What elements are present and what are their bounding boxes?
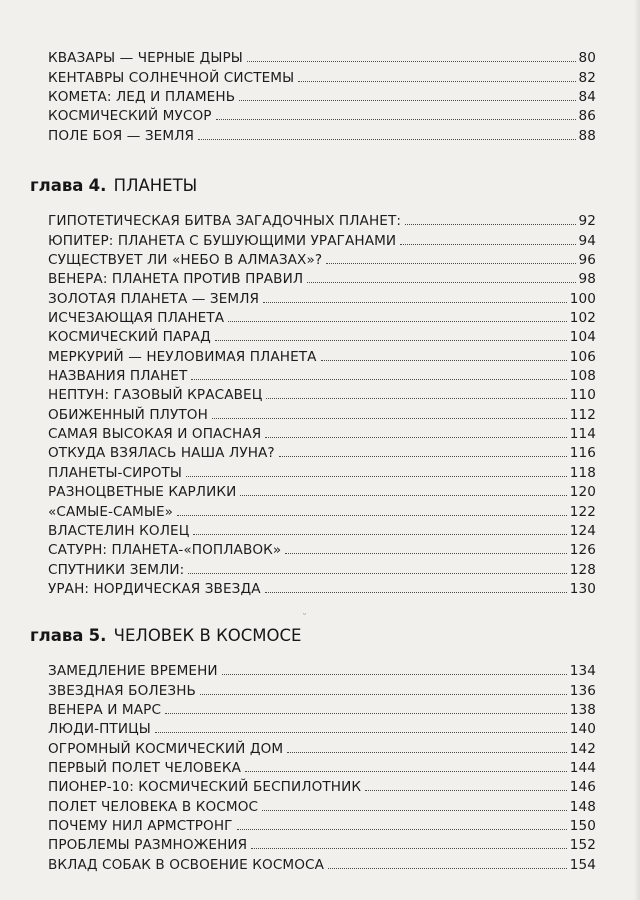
toc-entry	[48, 661, 596, 680]
toc-leader-dots	[198, 139, 575, 140]
toc-leader-dots	[265, 592, 567, 593]
toc-leader-dots	[400, 244, 575, 245]
toc-entry-page-number: 110	[569, 387, 596, 404]
toc-entry-page-number: 116	[569, 445, 596, 462]
toc-entry-page-number: 86	[578, 108, 596, 125]
toc-entry	[48, 385, 596, 404]
toc-entry-page-number: 114	[569, 426, 596, 443]
toc-leader-dots	[365, 790, 567, 791]
chapter-number: 5.	[88, 626, 107, 645]
toc-entry	[48, 250, 596, 269]
toc-entry-title: ПОЧЕМУ НИЛ АРМСТРОНГ	[48, 818, 233, 835]
toc-group-planets	[48, 211, 596, 598]
toc-leader-dots	[155, 732, 567, 733]
scan-speck: ᵕ	[303, 610, 307, 619]
toc-entry-page-number: 88	[578, 127, 596, 144]
toc-entry-page-number: 84	[578, 89, 596, 106]
toc-entry-title: НАЗВАНИЯ ПЛАНЕТ	[48, 368, 188, 385]
toc-entry	[48, 125, 596, 144]
toc-entry-title: КЕНТАВРЫ СОЛНЕЧНОЙ СИСТЕМЫ	[48, 69, 295, 86]
toc-leader-dots	[326, 263, 575, 264]
toc-entry-title: ПИОНЕР-10: КОСМИЧЕСКИЙ БЕСПИЛОТНИК	[48, 779, 362, 796]
toc-entry	[48, 758, 596, 777]
toc-entry-page-number: 128	[569, 561, 596, 578]
toc-entry	[48, 835, 596, 854]
toc-entry	[48, 87, 596, 106]
toc-leader-dots	[239, 100, 575, 101]
toc-entry	[48, 854, 596, 873]
toc-entry-page-number: 136	[569, 682, 596, 699]
toc-entry-page-number: 92	[578, 213, 596, 230]
toc-entry-page-number: 80	[578, 50, 596, 67]
toc-leader-dots	[321, 360, 567, 361]
toc-entry-page-number: 144	[569, 760, 596, 777]
toc-leader-dots	[405, 224, 575, 225]
toc-leader-dots	[228, 321, 567, 322]
toc-entry-page-number: 100	[569, 290, 596, 307]
toc-leader-dots	[186, 476, 567, 477]
toc-entry-title: ПОЛЕТ ЧЕЛОВЕКА В КОСМОС	[48, 798, 259, 815]
toc-entry-title: ВЕНЕРА И МАРС	[48, 702, 162, 719]
toc-entry	[48, 540, 596, 559]
toc-entry-page-number: 106	[569, 348, 596, 365]
toc-entry	[48, 211, 596, 230]
toc-entry	[48, 346, 596, 365]
toc-entry-page-number: 82	[578, 69, 596, 86]
toc-entry-title: УРАН: НОРДИЧЕСКАЯ ЗВЕЗДА	[48, 580, 261, 597]
toc-entry-page-number: 112	[569, 406, 596, 423]
toc-leader-dots	[279, 456, 567, 457]
toc-entry	[48, 700, 596, 719]
toc-entry-page-number: 94	[578, 232, 596, 249]
toc-entry	[48, 462, 596, 481]
toc-entry-title: ПРОБЛЕМЫ РАЗМНОЖЕНИЯ	[48, 837, 248, 854]
toc-entry	[48, 288, 596, 307]
toc-entry	[48, 269, 596, 288]
toc-entry	[48, 559, 596, 578]
chapter-word: глава	[30, 176, 84, 195]
toc-entry-title: МЕРКУРИЙ — НЕУЛОВИМАЯ ПЛАНЕТА	[48, 348, 317, 365]
toc-entry	[48, 424, 596, 443]
toc-entry-page-number: 138	[569, 702, 596, 719]
toc-entry-page-number: 118	[569, 464, 596, 481]
toc-entry	[48, 680, 596, 699]
toc-entry-title: ЗАМЕДЛЕНИЕ ВРЕМЕНИ	[48, 663, 218, 680]
chapter-word: глава	[30, 626, 84, 645]
toc-entry-page-number: 98	[578, 271, 596, 288]
toc-entry-title: ЮПИТЕР: ПЛАНЕТА С БУШУЮЩИМИ УРАГАНАМИ	[48, 232, 397, 249]
toc-entry-page-number: 96	[578, 252, 596, 269]
toc-entry-title: ЛЮДИ-ПТИЦЫ	[48, 721, 151, 738]
toc-entry-title: КВАЗАРЫ — ЧЕРНЫЕ ДЫРЫ	[48, 50, 243, 67]
toc-entry-title: САТУРН: ПЛАНЕТА-«ПОПЛАВОК»	[48, 542, 282, 559]
toc-entry-page-number: 102	[569, 310, 596, 327]
chapter-title: ПЛАНЕТЫ	[113, 176, 198, 195]
toc-entry	[48, 366, 596, 385]
toc-leader-dots	[193, 534, 566, 535]
toc-entry	[48, 501, 596, 520]
toc-entry	[48, 719, 596, 738]
toc-entry-title: СПУТНИКИ ЗЕМЛИ:	[48, 561, 185, 578]
toc-group-human-in-space	[48, 661, 596, 874]
toc-leader-dots	[265, 437, 566, 438]
toc-entry-page-number: 154	[569, 856, 596, 873]
toc-entry-title: ВЛАСТЕЛИН КОЛЕЦ	[48, 522, 190, 539]
toc-entry-page-number: 150	[569, 818, 596, 835]
toc-leader-dots	[328, 868, 567, 869]
toc-entry	[48, 796, 596, 815]
toc-leader-dots	[307, 282, 575, 283]
toc-entry	[48, 327, 596, 346]
toc-entry-title: САМАЯ ВЫСОКАЯ И ОПАСНАЯ	[48, 426, 262, 443]
toc-leader-dots	[247, 61, 576, 62]
toc-entry-title: ВКЛАД СОБАК В ОСВОЕНИЕ КОСМОСА	[48, 856, 325, 873]
chapter-4-heading	[30, 176, 197, 196]
toc-leader-dots	[287, 752, 567, 753]
toc-entry-title: КОМЕТА: ЛЕД И ПЛАМЕНЬ	[48, 89, 236, 106]
toc-entry	[48, 738, 596, 757]
toc-entry-page-number: 134	[569, 663, 596, 680]
toc-leader-dots	[222, 674, 567, 675]
toc-entry-page-number: 120	[569, 484, 596, 501]
toc-entry-title: ИСЧЕЗАЮЩАЯ ПЛАНЕТА	[48, 310, 225, 327]
toc-leader-dots	[165, 713, 567, 714]
toc-entry	[48, 521, 596, 540]
toc-entry-page-number: 124	[569, 522, 596, 539]
toc-entry	[48, 482, 596, 501]
toc-entry	[48, 443, 596, 462]
toc-entry-page-number: 126	[569, 542, 596, 559]
toc-leader-dots	[177, 515, 567, 516]
chapter-title: ЧЕЛОВЕК В КОСМОСЕ	[113, 626, 302, 645]
toc-entry	[48, 106, 596, 125]
toc-entry-title: НЕПТУН: ГАЗОВЫЙ КРАСАВЕЦ	[48, 387, 263, 404]
page-edge-shadow	[634, 0, 640, 900]
toc-entry-page-number: 122	[569, 503, 596, 520]
toc-leader-dots	[212, 418, 567, 419]
toc-entry-page-number: 140	[569, 721, 596, 738]
toc-entry-title: СУЩЕСТВУЕТ ЛИ «НЕБО В АЛМАЗАХ»?	[48, 252, 323, 269]
toc-leader-dots	[188, 573, 566, 574]
toc-leader-dots	[245, 771, 567, 772]
toc-entry-page-number: 108	[569, 368, 596, 385]
toc-entry	[48, 308, 596, 327]
toc-entry	[48, 230, 596, 249]
toc-entry-title: ПЛАНЕТЫ-СИРОТЫ	[48, 464, 183, 481]
toc-leader-dots	[200, 694, 567, 695]
toc-leader-dots	[266, 398, 566, 399]
toc-leader-dots	[263, 302, 567, 303]
toc-entry-title: КОСМИЧЕСКИЙ ПАРАД	[48, 329, 211, 346]
toc-entry-title: ОТКУДА ВЗЯЛАСЬ НАША ЛУНА?	[48, 445, 275, 462]
toc-entry-title: ВЕНЕРА: ПЛАНЕТА ПРОТИВ ПРАВИЛ	[48, 271, 304, 288]
toc-leader-dots	[191, 379, 566, 380]
toc-group-continued	[48, 48, 596, 145]
toc-leader-dots	[237, 829, 567, 830]
chapter-number: 4.	[88, 176, 107, 195]
toc-leader-dots	[298, 81, 575, 82]
toc-entry	[48, 816, 596, 835]
toc-entry	[48, 777, 596, 796]
toc-entry-title: ПЕРВЫЙ ПОЛЕТ ЧЕЛОВЕКА	[48, 760, 241, 777]
toc-entry-title: ОБИЖЕННЫЙ ПЛУТОН	[48, 406, 208, 423]
toc-leader-dots	[216, 119, 576, 120]
toc-entry	[48, 67, 596, 86]
toc-entry-title: «САМЫЕ-САМЫЕ»	[48, 503, 174, 520]
toc-entry-page-number: 104	[569, 329, 596, 346]
toc-entry-page-number: 152	[569, 837, 596, 854]
toc-entry-page-number: 148	[569, 798, 596, 815]
toc-leader-dots	[285, 553, 566, 554]
toc-leader-dots	[262, 810, 567, 811]
toc-entry-title: КОСМИЧЕСКИЙ МУСОР	[48, 108, 212, 125]
toc-entry-title: ГИПОТЕТИЧЕСКАЯ БИТВА ЗАГАДОЧНЫХ ПЛАНЕТ:	[48, 213, 402, 230]
toc-entry-title: ЗОЛОТАЯ ПЛАНЕТА — ЗЕМЛЯ	[48, 290, 260, 307]
toc-entry-title: РАЗНОЦВЕТНЫЕ КАРЛИКИ	[48, 484, 237, 501]
toc-leader-dots	[240, 495, 566, 496]
toc-entry-page-number: 130	[569, 580, 596, 597]
toc-entry-page-number: 142	[569, 740, 596, 757]
toc-entry	[48, 579, 596, 598]
toc-entry-title: ЗВЕЗДНАЯ БОЛЕЗНЬ	[48, 682, 196, 699]
toc-leader-dots	[215, 340, 567, 341]
toc-entry-page-number: 146	[569, 779, 596, 796]
toc-entry-title: ОГРОМНЫЙ КОСМИЧЕСКИЙ ДОМ	[48, 740, 284, 757]
toc-leader-dots	[251, 848, 567, 849]
toc-entry	[48, 48, 596, 67]
toc-entry	[48, 404, 596, 423]
toc-entry-title: ПОЛЕ БОЯ — ЗЕМЛЯ	[48, 127, 195, 144]
chapter-5-heading	[30, 626, 301, 646]
